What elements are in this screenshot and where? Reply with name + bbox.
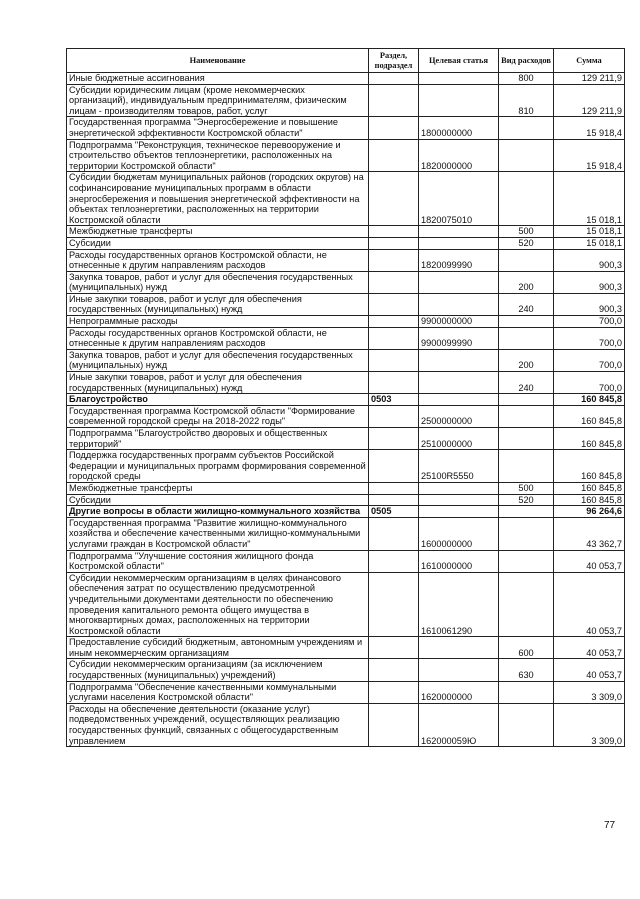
table-row bbox=[67, 226, 625, 238]
row-kind-cell bbox=[499, 506, 554, 518]
row-kind-cell: 810 bbox=[499, 84, 554, 117]
row-sum-cell: 700,0 bbox=[554, 327, 625, 349]
table-row bbox=[67, 572, 625, 637]
row-target-cell bbox=[419, 84, 499, 117]
row-target-cell: 1820099990 bbox=[419, 249, 499, 271]
row-name-cell: Межбюджетные трансферты bbox=[67, 482, 369, 494]
row-section-cell bbox=[369, 139, 419, 172]
row-kind-cell bbox=[499, 394, 554, 406]
row-kind-cell: 200 bbox=[499, 271, 554, 293]
budget-table-sheet bbox=[66, 48, 624, 747]
row-section-cell bbox=[369, 428, 419, 450]
row-target-cell: 1820000000 bbox=[419, 139, 499, 172]
row-sum-cell: 160 845,8 bbox=[554, 394, 625, 406]
page-number: 77 bbox=[604, 820, 616, 831]
row-name-cell: Субсидии юридическим лицам (кроме некоммерческих организаций), индивидуальным предпринимателям, физическим лицам - производителям товаров, работ, услуг bbox=[67, 84, 369, 117]
row-section-cell bbox=[369, 73, 419, 85]
row-target-cell bbox=[419, 494, 499, 506]
budget-table bbox=[66, 48, 625, 747]
row-sum-cell: 160 845,8 bbox=[554, 405, 625, 427]
row-section-cell bbox=[369, 249, 419, 271]
table-row bbox=[67, 517, 625, 550]
row-target-cell: 162000059Ю bbox=[419, 703, 499, 746]
row-sum-cell: 3 309,0 bbox=[554, 703, 625, 746]
table-row bbox=[67, 659, 625, 681]
row-target-cell bbox=[419, 394, 499, 406]
header-kind: Вид расходов bbox=[499, 49, 554, 73]
row-target-cell bbox=[419, 637, 499, 659]
row-target-cell bbox=[419, 73, 499, 85]
row-sum-cell: 96 264,6 bbox=[554, 506, 625, 518]
row-sum-cell: 43 362,7 bbox=[554, 517, 625, 550]
table-row bbox=[67, 506, 625, 518]
row-target-cell: 1800000000 bbox=[419, 117, 499, 139]
row-name-cell: Субсидии bbox=[67, 494, 369, 506]
row-section-cell bbox=[369, 482, 419, 494]
table-row bbox=[67, 139, 625, 172]
row-name-cell: Непрограммные расходы bbox=[67, 316, 369, 328]
row-name-cell: Закупка товаров, работ и услуг для обеспечения государственных (муниципальных) нужд bbox=[67, 271, 369, 293]
row-name-cell: Подпрограмма "Реконструкция, техническое перевооружение и строительство объектов теплоэнергетики, расположенных на территории Костромской области" bbox=[67, 139, 369, 172]
row-section-cell bbox=[369, 84, 419, 117]
row-kind-cell bbox=[499, 428, 554, 450]
row-target-cell: 1610000000 bbox=[419, 550, 499, 572]
row-target-cell: 9900099990 bbox=[419, 327, 499, 349]
row-target-cell: 1610061290 bbox=[419, 572, 499, 637]
row-section-cell bbox=[369, 349, 419, 371]
row-name-cell: Благоустройство bbox=[67, 394, 369, 406]
table-row bbox=[67, 405, 625, 427]
row-name-cell: Расходы на обеспечение деятельности (оказание услуг) подведомственных учреждений, осуществляющих реализацию государственных функций, связанных с общегосударственным управлением bbox=[67, 703, 369, 746]
row-kind-cell: 500 bbox=[499, 226, 554, 238]
row-name-cell: Иные закупки товаров, работ и услуг для обеспечения государственных (муниципальных) нужд bbox=[67, 372, 369, 394]
row-section-cell bbox=[369, 681, 419, 703]
row-name-cell: Иные закупки товаров, работ и услуг для обеспечения государственных (муниципальных) нужд bbox=[67, 293, 369, 315]
row-section-cell bbox=[369, 172, 419, 226]
row-section-cell bbox=[369, 572, 419, 637]
row-sum-cell: 700,0 bbox=[554, 372, 625, 394]
row-kind-cell: 240 bbox=[499, 293, 554, 315]
row-kind-cell bbox=[499, 703, 554, 746]
row-name-cell: Государственная программа "Развитие жилищно-коммунального хозяйства и обеспечение качественными жилищно-коммунальными услугами граждан в Костромской области" bbox=[67, 517, 369, 550]
row-name-cell: Субсидии некоммерческим организациям в целях финансового обеспечения затрат по осуществлению предусмотренной учредительными документами деятельности по обеспечению проведения капитального ремонта общего имущества в многоквартирных домах, расположенных на территории Костромской области bbox=[67, 572, 369, 637]
row-section-cell bbox=[369, 237, 419, 249]
row-target-cell bbox=[419, 226, 499, 238]
row-target-cell bbox=[419, 349, 499, 371]
table-header-row bbox=[67, 49, 625, 73]
row-name-cell: Иные бюджетные ассигнования bbox=[67, 73, 369, 85]
row-sum-cell: 160 845,8 bbox=[554, 482, 625, 494]
row-section-cell bbox=[369, 226, 419, 238]
row-sum-cell: 900,3 bbox=[554, 293, 625, 315]
table-row bbox=[67, 237, 625, 249]
row-section-cell: 0505 bbox=[369, 506, 419, 518]
row-kind-cell: 600 bbox=[499, 637, 554, 659]
row-target-cell bbox=[419, 293, 499, 315]
row-name-cell: Другие вопросы в области жилищно-коммунального хозяйства bbox=[67, 506, 369, 518]
table-row bbox=[67, 494, 625, 506]
row-kind-cell: 520 bbox=[499, 494, 554, 506]
row-target-cell bbox=[419, 506, 499, 518]
row-kind-cell: 800 bbox=[499, 73, 554, 85]
row-section-cell bbox=[369, 316, 419, 328]
row-name-cell: Государственная программа Костромской области "Формирование современной городской среды на 2018-2022 годы" bbox=[67, 405, 369, 427]
row-target-cell bbox=[419, 482, 499, 494]
row-name-cell: Поддержка государственных программ субъектов Российской Федерации и муниципальных программ формирования современной городской среды bbox=[67, 450, 369, 483]
row-kind-cell bbox=[499, 117, 554, 139]
table-row bbox=[67, 327, 625, 349]
row-name-cell: Субсидии bbox=[67, 237, 369, 249]
table-row bbox=[67, 681, 625, 703]
row-section-cell bbox=[369, 659, 419, 681]
row-section-cell bbox=[369, 271, 419, 293]
row-name-cell: Государственная программа "Энергосбережение и повышение энергетической эффективности Костромской области" bbox=[67, 117, 369, 139]
row-kind-cell bbox=[499, 172, 554, 226]
row-kind-cell bbox=[499, 450, 554, 483]
row-name-cell: Межбюджетные трансферты bbox=[67, 226, 369, 238]
table-row bbox=[67, 293, 625, 315]
row-name-cell: Расходы государственных органов Костромской области, не отнесенные к другим направлениям расходов bbox=[67, 249, 369, 271]
table-row bbox=[67, 550, 625, 572]
row-target-cell: 2500000000 bbox=[419, 405, 499, 427]
row-sum-cell: 3 309,0 bbox=[554, 681, 625, 703]
row-section-cell bbox=[369, 550, 419, 572]
row-sum-cell: 15 018,1 bbox=[554, 237, 625, 249]
row-kind-cell bbox=[499, 572, 554, 637]
row-sum-cell: 40 053,7 bbox=[554, 637, 625, 659]
table-row bbox=[67, 84, 625, 117]
row-target-cell: 1820075010 bbox=[419, 172, 499, 226]
row-sum-cell: 160 845,8 bbox=[554, 450, 625, 483]
row-name-cell: Субсидии некоммерческим организациям (за исключением государственных (муниципальных) учреждений) bbox=[67, 659, 369, 681]
row-sum-cell: 700,0 bbox=[554, 316, 625, 328]
table-row bbox=[67, 637, 625, 659]
row-sum-cell: 15 918,4 bbox=[554, 139, 625, 172]
header-name: Наименование bbox=[67, 49, 369, 73]
row-kind-cell bbox=[499, 550, 554, 572]
row-kind-cell bbox=[499, 316, 554, 328]
table-row bbox=[67, 117, 625, 139]
table-row bbox=[67, 703, 625, 746]
table-row bbox=[67, 372, 625, 394]
row-name-cell: Расходы государственных органов Костромской области, не отнесенные к другим направлениям расходов bbox=[67, 327, 369, 349]
row-name-cell: Субсидии бюджетам муниципальных районов (городских округов) на софинансирование муниципальных программ в области энергосбережения и повышения энергетической эффективности на объектах теплоэнергетики, расположенных на территории Костромской области bbox=[67, 172, 369, 226]
row-target-cell: 1600000000 bbox=[419, 517, 499, 550]
row-target-cell: 9900000000 bbox=[419, 316, 499, 328]
row-target-cell bbox=[419, 659, 499, 681]
table-row bbox=[67, 394, 625, 406]
row-name-cell: Предоставление субсидий бюджетным, автономным учреждениям и иным некоммерческим организациям bbox=[67, 637, 369, 659]
header-section: Раздел, подраздел bbox=[369, 49, 419, 73]
row-sum-cell: 129 211,9 bbox=[554, 73, 625, 85]
row-sum-cell: 15 018,1 bbox=[554, 226, 625, 238]
row-kind-cell: 520 bbox=[499, 237, 554, 249]
row-target-cell bbox=[419, 237, 499, 249]
row-kind-cell: 500 bbox=[499, 482, 554, 494]
row-target-cell bbox=[419, 271, 499, 293]
row-section-cell bbox=[369, 372, 419, 394]
table-row bbox=[67, 450, 625, 483]
table-row bbox=[67, 172, 625, 226]
row-section-cell bbox=[369, 293, 419, 315]
table-row bbox=[67, 249, 625, 271]
row-sum-cell: 40 053,7 bbox=[554, 550, 625, 572]
row-sum-cell: 15 918,4 bbox=[554, 117, 625, 139]
row-section-cell bbox=[369, 637, 419, 659]
row-section-cell bbox=[369, 117, 419, 139]
row-sum-cell: 160 845,8 bbox=[554, 428, 625, 450]
row-kind-cell: 240 bbox=[499, 372, 554, 394]
row-section-cell bbox=[369, 405, 419, 427]
row-section-cell bbox=[369, 517, 419, 550]
table-body bbox=[67, 73, 625, 747]
table-row bbox=[67, 428, 625, 450]
table-row bbox=[67, 316, 625, 328]
row-section-cell bbox=[369, 327, 419, 349]
header-target: Целевая статья bbox=[419, 49, 499, 73]
table-row bbox=[67, 73, 625, 85]
row-sum-cell: 900,3 bbox=[554, 249, 625, 271]
row-sum-cell: 40 053,7 bbox=[554, 659, 625, 681]
row-sum-cell: 900,3 bbox=[554, 271, 625, 293]
row-target-cell bbox=[419, 372, 499, 394]
row-target-cell: 2510000000 bbox=[419, 428, 499, 450]
row-kind-cell bbox=[499, 681, 554, 703]
row-name-cell: Подпрограмма "Обеспечение качественными коммунальными услугами населения Костромской области" bbox=[67, 681, 369, 703]
header-sum: Сумма bbox=[554, 49, 625, 73]
table-row bbox=[67, 349, 625, 371]
row-sum-cell: 15 018,1 bbox=[554, 172, 625, 226]
row-sum-cell: 700,0 bbox=[554, 349, 625, 371]
row-kind-cell: 200 bbox=[499, 349, 554, 371]
row-sum-cell: 129 211,9 bbox=[554, 84, 625, 117]
row-kind-cell bbox=[499, 405, 554, 427]
row-sum-cell: 160 845,8 bbox=[554, 494, 625, 506]
table-row bbox=[67, 271, 625, 293]
row-kind-cell bbox=[499, 327, 554, 349]
row-section-cell bbox=[369, 450, 419, 483]
row-target-cell: 1620000000 bbox=[419, 681, 499, 703]
row-name-cell: Подпрограмма "Благоустройство дворовых и общественных территорий" bbox=[67, 428, 369, 450]
row-kind-cell bbox=[499, 249, 554, 271]
row-kind-cell bbox=[499, 517, 554, 550]
row-sum-cell: 40 053,7 bbox=[554, 572, 625, 637]
row-target-cell: 25100R5550 bbox=[419, 450, 499, 483]
row-section-cell bbox=[369, 703, 419, 746]
row-kind-cell bbox=[499, 139, 554, 172]
row-name-cell: Закупка товаров, работ и услуг для обеспечения государственных (муниципальных) нужд bbox=[67, 349, 369, 371]
table-row bbox=[67, 482, 625, 494]
row-section-cell: 0503 bbox=[369, 394, 419, 406]
row-kind-cell: 630 bbox=[499, 659, 554, 681]
row-section-cell bbox=[369, 494, 419, 506]
row-name-cell: Подпрограмма "Улучшение состояния жилищного фонда Костромской области" bbox=[67, 550, 369, 572]
